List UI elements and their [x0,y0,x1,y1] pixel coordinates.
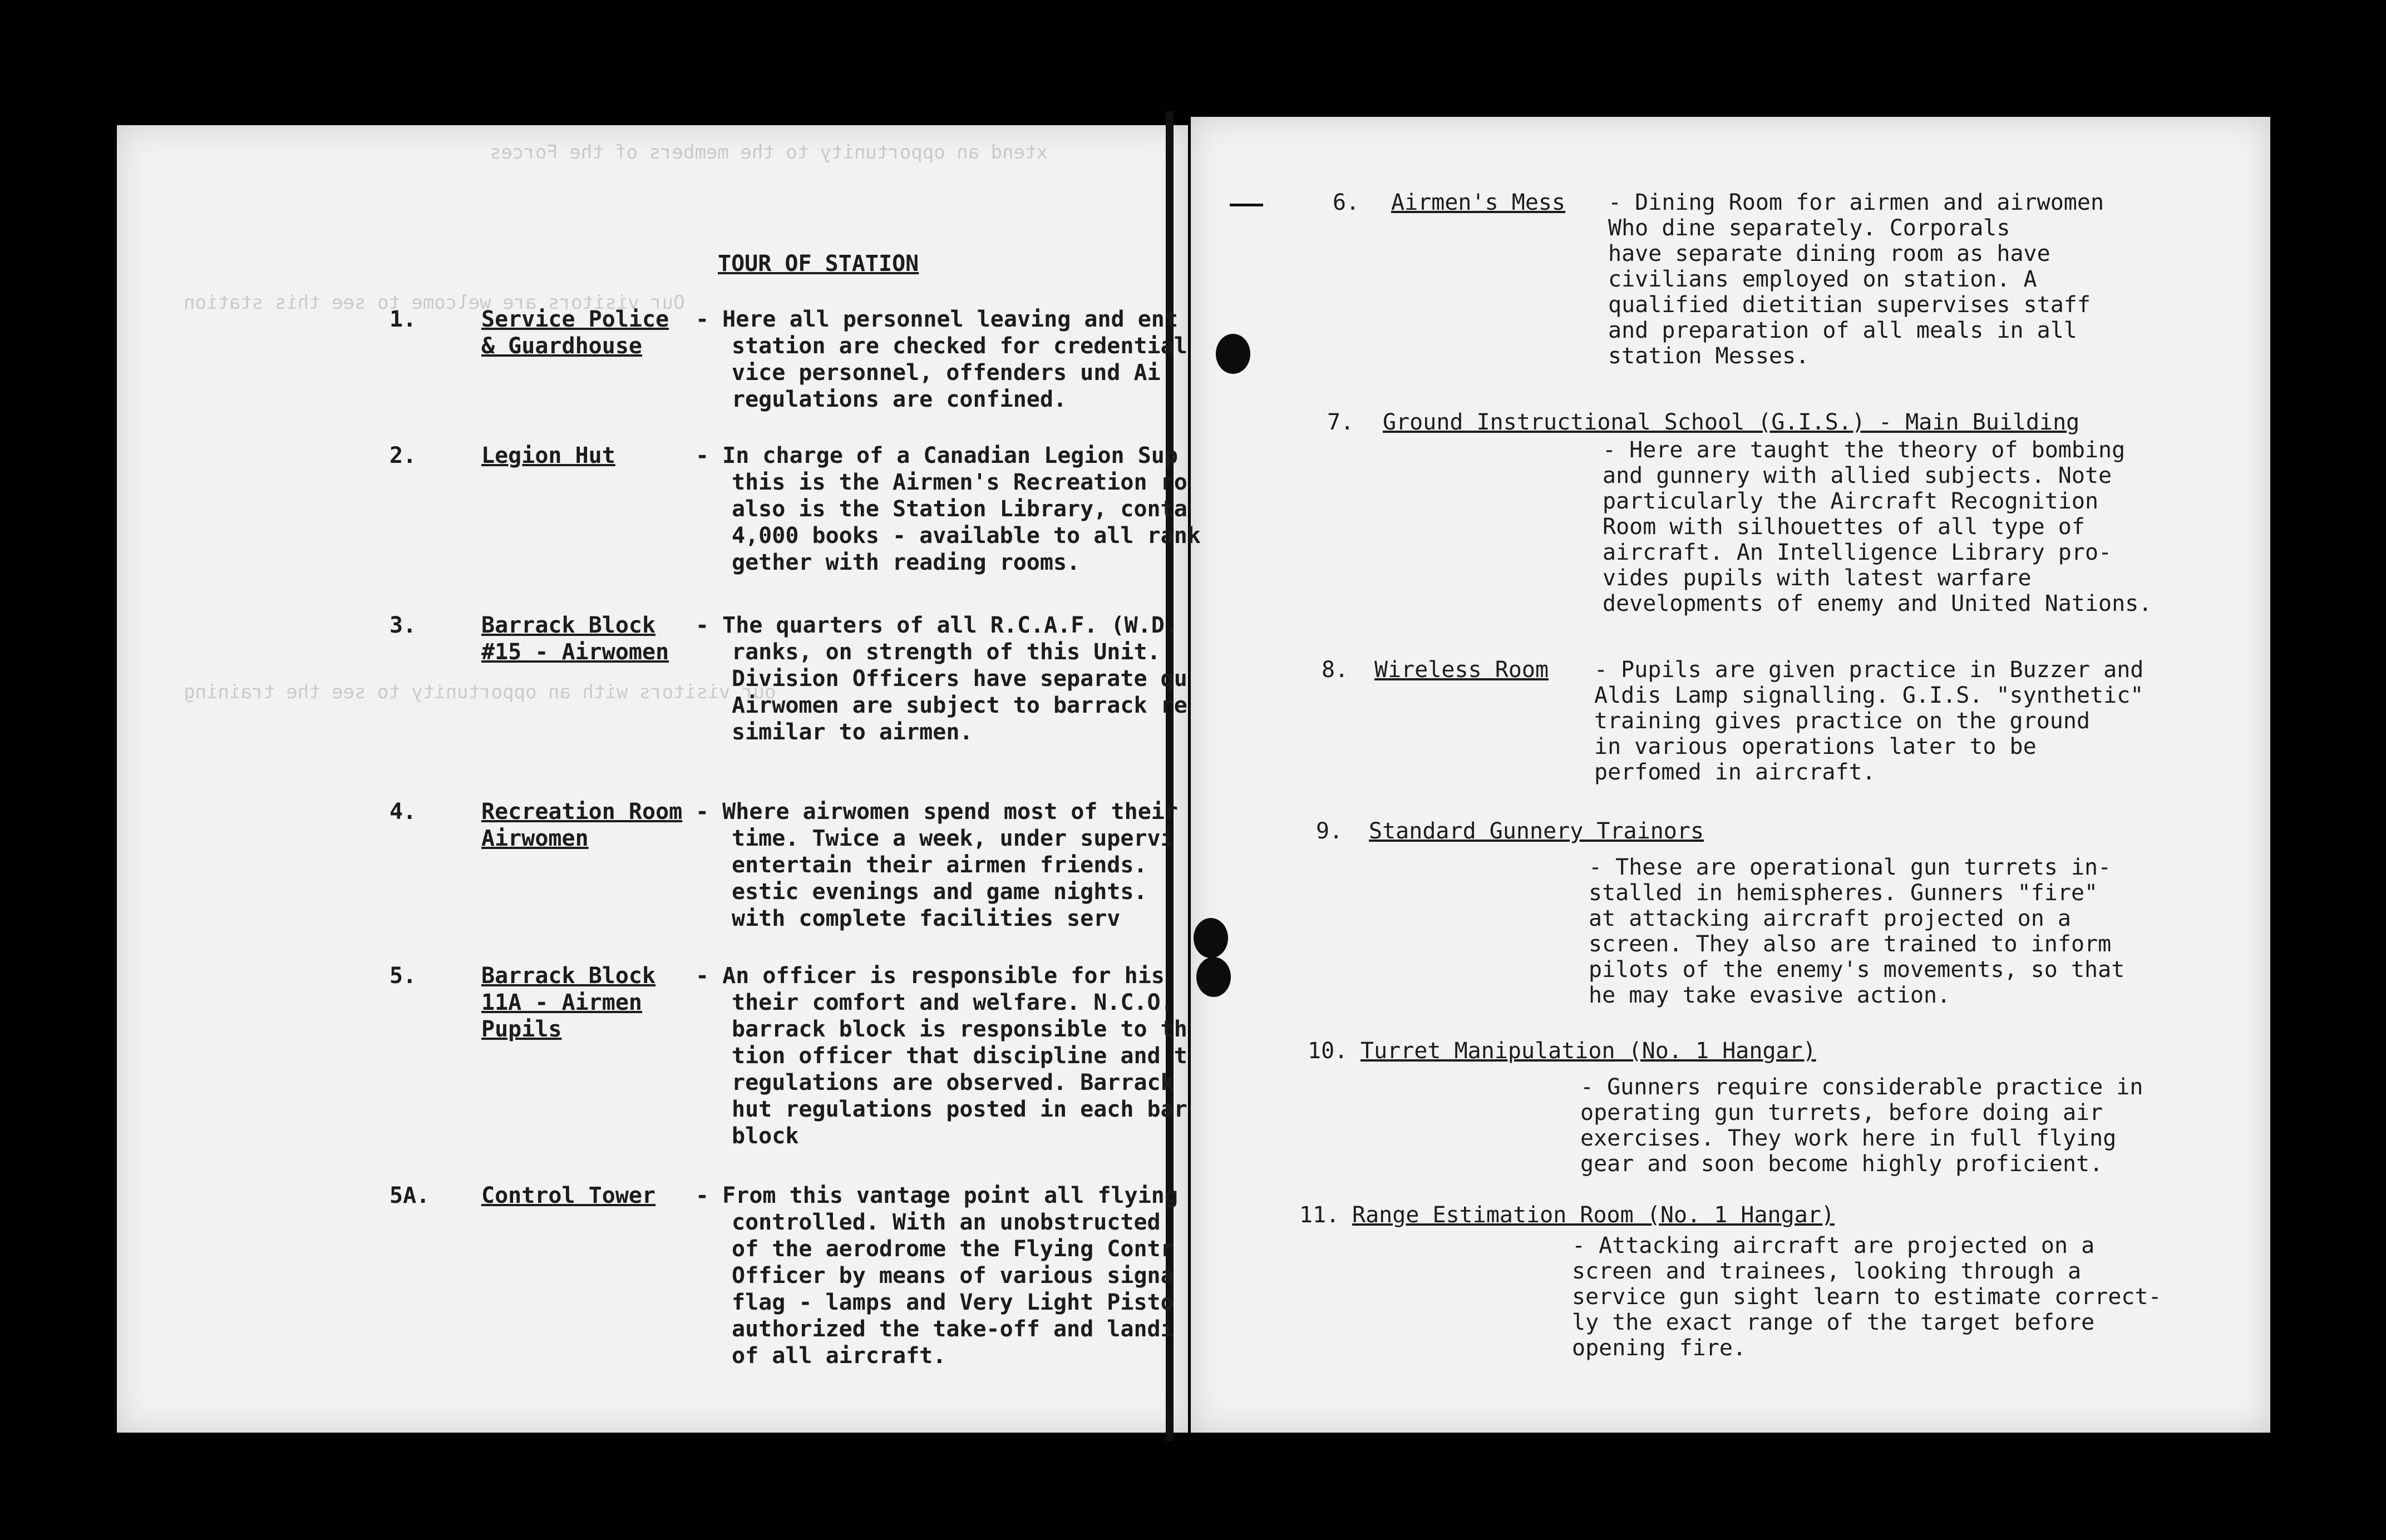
item-description: operating gun turrets, before doing air [1580,1100,2103,1126]
item-name: Control Tower [481,1183,656,1208]
item-description: entertain their airmen friends. [732,852,1147,878]
item-name: Range Estimation Room (No. 1 Hangar) [1352,1202,1835,1228]
item-description: at attacking aircraft projected on a [1589,906,2071,931]
item-description: service gun sight learn to estimate correct- [1572,1284,2162,1310]
item-description: - These are operational gun turrets in- [1589,855,2112,880]
punch-hole [1196,957,1231,997]
item-description: - The quarters of all R.C.A.F. (W.D. [696,613,1178,638]
item-description: and gunnery with allied subjects. Note [1603,463,2112,488]
item-description: and preparation of all meals in all [1608,318,2077,343]
item-name: Airmen's Mess [1391,190,1566,215]
item-description: - Here are taught the theory of bombing [1603,437,2126,463]
item-description: exercises. They work here in full flying [1580,1126,2117,1151]
item-number: 2. [390,443,417,468]
item-description: regulations are confined. [732,387,1067,412]
page-title: TOUR OF STATION [718,251,919,277]
item-description: aircraft. An Intelligence Library pro- [1603,540,2112,565]
item-name: Recreation Room [481,799,683,825]
item-number: 9. [1316,818,1343,844]
item-description: authorized the take-off and landi [732,1316,1174,1342]
item-description: opening fire. [1572,1335,1747,1361]
item-description: he may take evasive action. [1589,983,1951,1008]
item-description: Division Officers have separate qu [732,666,1187,692]
item-description: of all aircraft. [732,1343,946,1369]
item-description: stalled in hemispheres. Gunners "fire" [1589,880,2098,906]
item-description: controlled. With an unobstructed [732,1210,1161,1235]
item-number: 6. [1333,190,1360,215]
item-description: also is the Station Library, conta [732,496,1187,522]
item-description: ly the exact range of the target before [1572,1310,2095,1335]
item-description: Aldis Lamp signalling. G.I.S. "synthetic" [1594,683,2144,708]
item-name: Pupils [481,1016,562,1042]
item-description: - In charge of a Canadian Legion Sup [696,443,1178,468]
item-description: station are checked for credential [732,333,1187,359]
item-name: Ground Instructional School (G.I.S.) - Main Building [1383,409,2080,435]
item-description: - Pupils are given practice in Buzzer and [1594,657,2144,683]
item-name: Service Police [481,307,669,332]
item-description: training gives practice on the ground [1594,708,2091,734]
item-name: Barrack Block [481,613,656,638]
item-name: Legion Hut [481,443,615,468]
item-description: vides pupils with latest warfare [1603,565,2032,591]
item-description: - Gunners require considerable practice in [1580,1074,2143,1100]
item-name: Standard Gunnery Trainors [1369,818,1704,844]
item-number: 5A. [390,1183,430,1208]
item-name: Turret Manipulation (No. 1 Hangar) [1360,1038,1816,1064]
item-number: 3. [390,613,417,638]
item-description: civilians employed on station. A [1608,266,2037,292]
item-description: tion officer that discipline and t [732,1043,1187,1069]
item-description: Officer by means of various signa [732,1263,1174,1289]
item-description: of the aerodrome the Flying Contr [732,1236,1174,1262]
item-description: their comfort and welfare. N.C.O. [732,990,1174,1015]
item-description: block [732,1123,799,1149]
item-description: particularly the Aircraft Recognition [1603,488,2099,514]
item-description: gear and soon become highly proficient. [1580,1151,2103,1177]
item-number: 11. [1299,1202,1340,1228]
item-description: ranks, on strength of this Unit. [732,639,1161,665]
item-description: - Dining Room for airmen and airwomen [1608,190,2104,215]
item-number: 1. [390,307,417,332]
item-name: Airwomen [481,826,589,851]
margin-mark [1230,204,1263,206]
item-description: 4,000 books - available to all rank [732,523,1201,549]
item-name: Wireless Room [1374,657,1549,683]
item-description: pilots of the enemy's movements, so that [1589,957,2125,983]
item-number: 4. [390,799,417,825]
item-name: #15 - Airwomen [481,639,669,665]
item-description: with complete facilities serv [732,906,1121,931]
item-number: 7. [1327,409,1354,435]
item-description: Who dine separately. Corporals [1608,215,2010,241]
item-description: hut regulations posted in each bar [732,1097,1187,1122]
item-description: this is the Airmen's Recreation ro [732,470,1187,495]
punch-hole [1216,334,1250,374]
punch-hole [1194,918,1228,958]
item-description: time. Twice a week, under supervi [732,826,1174,851]
item-description: regulations are observed. Barrack [732,1070,1174,1095]
item-description: - An officer is responsible for his [696,963,1165,989]
bleed-through-text: xtend an opportunity to the members of the Forces [490,141,1048,164]
item-number: 10. [1308,1038,1348,1064]
bleed-through-text: Our visitors are welcome to see this station [184,292,685,314]
item-description: screen and trainees, looking through a [1572,1258,2082,1284]
item-description: perfomed in aircraft. [1594,759,1876,785]
item-description: - From this vantage point all flying [696,1183,1178,1208]
bleed-through-text: our visitors with an opportunity to see the training [184,681,776,703]
item-description: Room with silhouettes of all type of [1603,514,2085,540]
item-description: vice personnel, offenders und Ai [732,360,1161,386]
item-number: 8. [1322,657,1349,683]
item-description: - Where airwomen spend most of their [696,799,1178,825]
item-description: in various operations later to be [1594,734,2037,759]
item-description: - Attacking aircraft are projected on a [1572,1233,2095,1258]
item-description: developments of enemy and United Nations. [1603,591,2152,616]
item-description: flag - lamps and Very Light Pisto [732,1290,1174,1315]
item-description: have separate dining room as have [1608,241,2050,266]
item-description: estic evenings and game nights. [732,879,1147,905]
item-description: Airwomen are subject to barrack re [732,693,1187,718]
item-description: qualified dietitian supervises staff [1608,292,2091,318]
item-description: station Messes. [1608,343,1810,369]
item-number: 5. [390,963,417,989]
item-name: Barrack Block [481,963,656,989]
item-description: screen. They also are trained to inform [1589,931,2112,957]
item-description: gether with reading rooms. [732,550,1081,575]
item-description: similar to airmen. [732,719,973,745]
item-description: barrack block is responsible to th [732,1016,1187,1042]
item-name: 11A - Airmen [481,990,642,1015]
item-name: & Guardhouse [481,333,642,359]
item-description: - Here all personnel leaving and ent [696,307,1178,332]
